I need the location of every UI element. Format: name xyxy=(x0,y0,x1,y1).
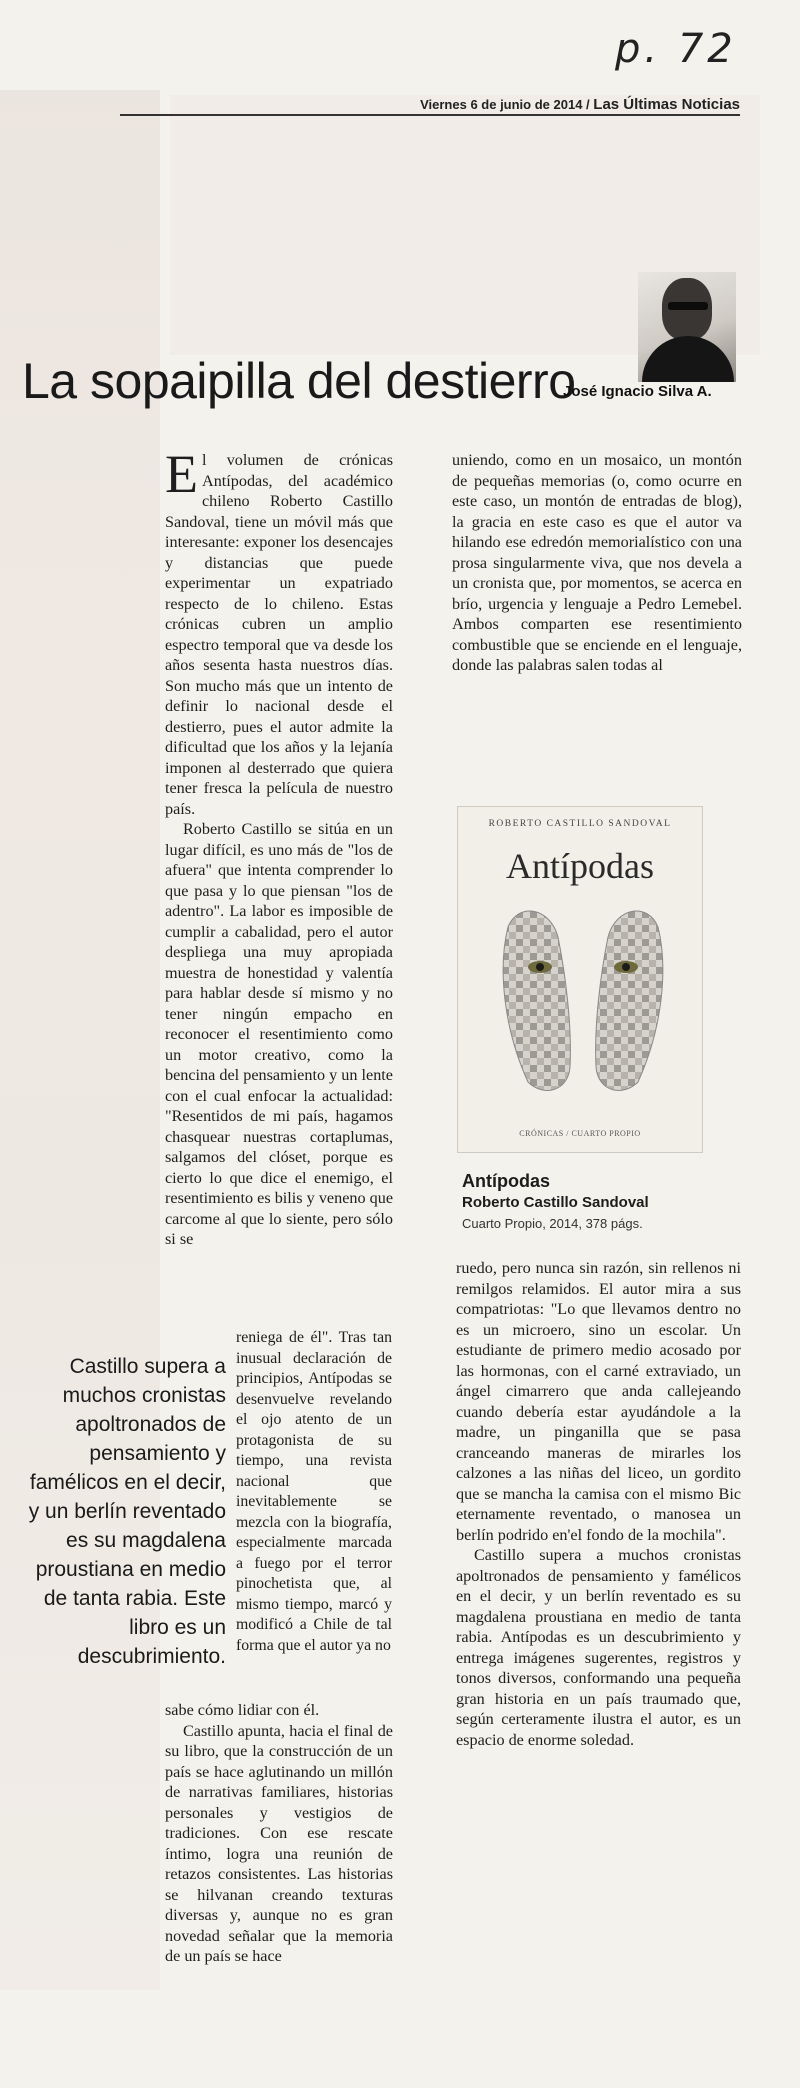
book-cover-author: ROBERTO CASTILLO SANDOVAL xyxy=(488,819,672,829)
paragraph-flow-1: sabe cómo lidiar con él. xyxy=(165,1701,320,1719)
feet-illustration xyxy=(488,897,678,1097)
pull-quote: Castillo supera a muchos cronistas apoltronados de pensamiento y famélicos en el decir, y un berlín reventado es su magdalena proustiana en medio de tanta rabia. Este libro es un descubrimiento. xyxy=(28,1355,226,1668)
book-cover-publisher: CRÓNICAS / CUARTO PROPIO xyxy=(519,1129,641,1138)
caption-author: Roberto Castillo Sandoval xyxy=(462,1194,649,1211)
drop-cap: E xyxy=(165,444,198,504)
masthead-date: Viernes 6 de junio de 2014 / xyxy=(420,97,590,112)
article-column-1 xyxy=(165,444,393,1250)
paragraph-narrow: reniega de él". Tras tan inusual declaración de principios, Antípodas se desenvuelve revelando el ojo atento de un protagonista de su tiempo, una revista nacional que inevitablemente se mezcla con la biografía, especialmente marcada a fuego por el terror pinochetista que, al mismo tiempo, marcó y modificó a Chile de tal forma que el autor ya no xyxy=(236,1329,392,1654)
article-column-1-bottom xyxy=(165,1700,393,1967)
book-caption xyxy=(462,1170,742,1234)
author-photo xyxy=(638,272,736,382)
paragraph-col2: uniendo, como en un mosaico, un montón de pequeñas memorias (o, como ocurre en este caso, un montón de entradas de blog), la gracia en este caso es que el autor va hilando ese edredón memorialístico con una prosa singularmente viva, que nos devela a un cronista que, por momentos, se acerca en brío, urgencia y lenguaje a Pedro Lemebel. Ambos comparten ese resentimiento combustible que se enciende en el lenguaje, donde las palabras salen todas al xyxy=(452,451,742,674)
book-cover xyxy=(457,806,703,1153)
paragraph-2: Roberto Castillo se sitúa en un lugar difícil, es uno más de "los de afuera" que intenta comprender lo que pasa y lo que piensan "los de adentro". La labor es imposible de cumplir a cabalidad, pero el autor despliega una muy apropiada muestra de honestidad y valentía para hablar desde sí mismo y no tener ningún empacho en reconocer el resentimiento como un motor creativo, como la bencina del pensamiento y un lente con el cual enfocar la actualidad: "Resentidos de mi país, hagamos chasquear nuestras cortaplumas, salgamos del clóset, porque es cierto lo que dice el enemigo, el resentimiento es bilis y veneno que carcome al que lo siente, pero sólo si se xyxy=(165,820,393,1248)
article-column-3 xyxy=(456,1258,741,1750)
author-glasses xyxy=(668,302,708,310)
masthead-paper-name: Las Últimas Noticias xyxy=(593,96,740,113)
paragraph-col3-2: Castillo supera a muchos cronistas apoltronados de pensamiento y famélicos en el decir, y un berlín reventado es su magdalena proustiana en medio de tanta rabia. Antípodas es un descubrimiento y entrega imágenes sugerentes, registros y tonos diversos, conformando una pequeña gran historia en un país traumado que, según certeramente ilustra el autor, es un espacio de enorme soledad. xyxy=(456,1546,741,1749)
article-column-2 xyxy=(452,450,742,676)
book-cover-title: Antípodas xyxy=(506,846,654,886)
article-title: La sopaipilla del destierro xyxy=(22,353,576,409)
paragraph-intro xyxy=(165,444,393,819)
masthead-rule xyxy=(120,114,740,116)
paragraph-col3-1: ruedo, pero nunca sin razón, sin rellenos ni remilgos relamidos. El autor mira a sus compatriotas: "Lo que llevamos dentro no es un microero, sino un escolar. Un estudiante de primero medio acosado por las hormonas, con el carné extraviado, un ángel cimarrero que anda callejeando cuando debería estar ayudándole a la madre, un pinganilla que se pasa cranceando maneras de mirarles los calzones a las niñas del liceo, un gordito que se mancha la camisa con el mismo Bic eternamente reventado, o manosea un berlín podrido en'el fondo de la mochila". xyxy=(456,1259,741,1544)
article-column-narrow xyxy=(236,1328,392,1656)
caption-publication-info: Cuarto Propio, 2014, 378 págs. xyxy=(462,1216,643,1231)
caption-title: Antípodas xyxy=(462,1171,550,1191)
paragraph-flow-2: Castillo apunta, hacia el final de su libro, que la construcción de un país se hace aglutinando un millón de narrativas familiares, historias personales y vestigios de tradiciones. Con ese rescate íntimo, logra una reunión de retazos consistentes. Las historias se hilvanan creando texturas diversas y, aunque no es gran novedad señalar que la memoria de un país se hace xyxy=(165,1721,393,1965)
author-body xyxy=(642,336,734,382)
paragraph-intro-text: l volumen de crónicas Antípodas, del académico chileno Roberto Castillo Sandoval, tiene un móvil más que interesante: exponer los desencajes y distancias que puede experimentar un expatriado respecto de lo chileno. Estas crónicas cubren un amplio espectro temporal que va desde los años sesenta hasta nuestros días. Son mucho más que un intento de definir lo nacional desde el destierro, pues el autor admite la dificultad que los años y la lejanía imponen al desterrado que quiera tener fresca la película de nuestro país. xyxy=(165,451,393,818)
article-byline: José Ignacio Silva A. xyxy=(563,383,712,400)
handwritten-page-number: p. 72 xyxy=(615,26,737,72)
masthead xyxy=(120,96,740,113)
